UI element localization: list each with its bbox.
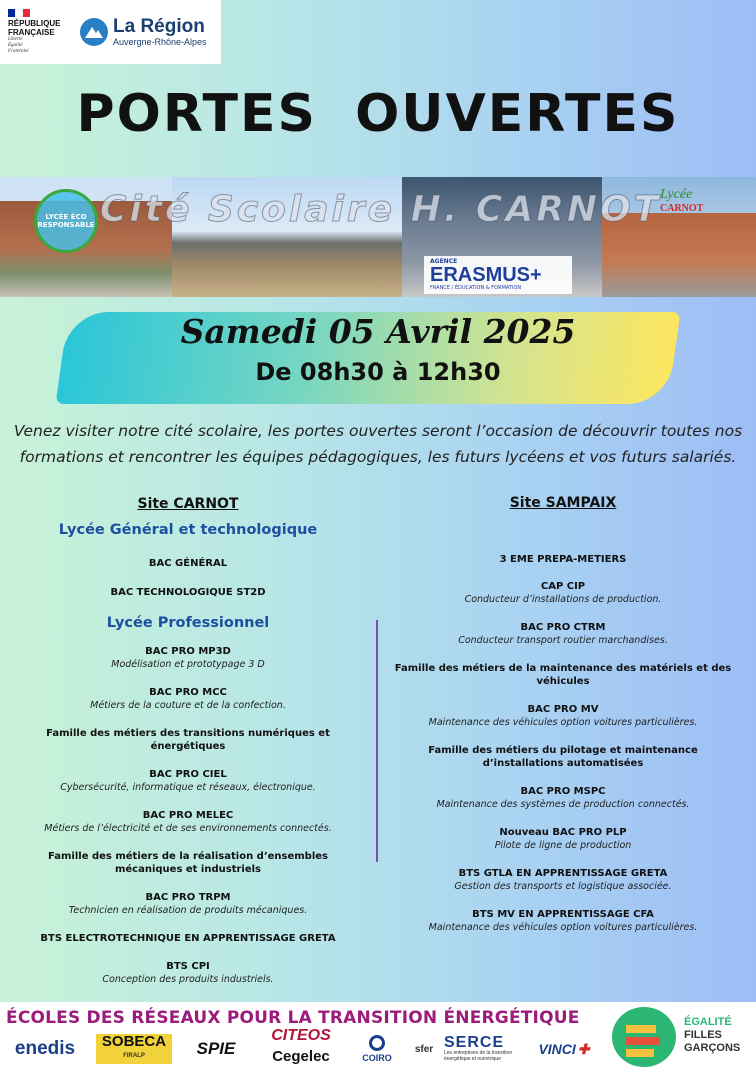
list-item: Famille des métiers du pilotage et maintenance d’installations automatisées bbox=[428, 745, 698, 769]
partner-spie-logo: SPIE bbox=[196, 1039, 236, 1058]
region-logo bbox=[80, 17, 207, 47]
coiro-ring-icon bbox=[369, 1035, 385, 1051]
site-carnot-title: Site CARNOT bbox=[137, 496, 239, 512]
event-time: De 08h30 à 12h30 bbox=[255, 358, 501, 386]
rf-name-1: RÉPUBLIQUE bbox=[8, 19, 61, 28]
region-subtitle: Auvergne-Rhône-Alpes bbox=[113, 37, 207, 47]
list-item: BAC PRO MV Maintenance des véhicules option voitures particulières. bbox=[428, 704, 698, 728]
banner-school-name: Cité Scolaire H. CARNOT bbox=[100, 189, 662, 230]
list-item: BAC PRO CTRM Conducteur transport routier marchandises. bbox=[458, 622, 668, 646]
bac-techno: BAC TECHNOLOGIQUE ST2D bbox=[110, 587, 266, 598]
lycee-general-title: Lycée Général et technologique bbox=[58, 522, 318, 538]
partner-serce-logo: SERCE Les entreprises de la transition énergétique et numérique bbox=[444, 1034, 513, 1062]
photo-banner bbox=[0, 177, 756, 297]
partner-sobeca-logo: SOBECA FIRALP bbox=[96, 1034, 172, 1064]
bac-general: BAC GÉNÉRAL bbox=[148, 558, 228, 569]
region-title: La Région bbox=[113, 16, 205, 37]
header-logos bbox=[0, 0, 221, 64]
rf-motto-2: Égalité bbox=[8, 43, 23, 48]
egalite-logo-icon bbox=[612, 1007, 676, 1067]
list-item: Famille des métiers de la réalisation d’ensembles mécaniques et industriels bbox=[48, 851, 328, 875]
list-item: BTS ELECTROTECHNIQUE EN APPRENTISSAGE GRETA bbox=[40, 933, 336, 944]
french-flag-icon bbox=[8, 9, 30, 17]
erasmus-logo: AGENCE ERASMUS+ FRANCE / ÉDUCATION & FORMATION bbox=[424, 256, 572, 294]
list-item: BAC PRO TRPM Technicien en réalisation de produits mécaniques. bbox=[68, 892, 308, 916]
lycee-pro-title: Lycée Professionnel bbox=[106, 615, 270, 631]
list-item: CAP CIP Conducteur d’installations de production. bbox=[464, 581, 662, 605]
list-item: BTS CPI Conception des produits industriels. bbox=[102, 961, 274, 985]
event-date: Samedi 05 Avril 2025 bbox=[180, 312, 576, 351]
site-sampaix-title: Site SAMPAIX bbox=[509, 495, 617, 511]
list-item: 3 EME PREPA-METIERS bbox=[499, 554, 627, 565]
partner-sfer-logo: sfer bbox=[414, 1043, 434, 1055]
list-item: BTS MV EN APPRENTISSAGE CFA Maintenance des véhicules option voitures particulières. bbox=[428, 909, 698, 933]
list-item: BAC PRO MSPC Maintenance des systèmes de production connectés. bbox=[436, 786, 690, 810]
list-item: BAC PRO MCC Métiers de la couture et de la confection. bbox=[90, 687, 286, 711]
list-item: Famille des métiers de la maintenance des matériels et des véhicules bbox=[394, 663, 732, 687]
rf-motto-3: Fraternité bbox=[8, 49, 29, 54]
intro-text: Venez visiter notre cité scolaire, les portes ouvertes seront l’occasion de découvrir toutes nos formations et rencontrer les équipes pédagogiques, les futurs lycéens et vos futurs salariés. bbox=[13, 422, 743, 466]
list-item: BAC PRO MELEC Métiers de l’électricité et de ses environnements connectés. bbox=[44, 810, 332, 834]
partner-coiro-logo: COIRO bbox=[354, 1034, 400, 1064]
partner-citeos-logo: CITEOS bbox=[271, 1027, 331, 1044]
partner-enedis-logo: enedis bbox=[14, 1038, 76, 1059]
rf-name-2: FRANÇAISE bbox=[8, 28, 55, 37]
eco-responsable-logo: LYCÉE ÉCO RESPONSABLE bbox=[34, 189, 98, 253]
site-carnot-column bbox=[12, 496, 364, 986]
footer-partners bbox=[0, 1002, 756, 1071]
footer-title: ÉCOLES DES RÉSEAUX POUR LA TRANSITION ÉNERGÉTIQUE bbox=[6, 1008, 580, 1028]
egalite-filles-garcons-label: ÉGALITÉ FILLES GARÇONS bbox=[684, 1016, 741, 1054]
partner-cegelec-logo: Cegelec bbox=[272, 1047, 330, 1065]
list-item: BAC PRO MP3D Modélisation et prototypage 3 D bbox=[111, 646, 265, 670]
lycee-carnot-logo: Lycée CARNOT bbox=[660, 187, 704, 214]
site-sampaix-column bbox=[382, 495, 744, 934]
page-title: PORTES OUVERTES bbox=[76, 84, 680, 144]
republique-francaise-logo bbox=[8, 9, 74, 55]
partner-vinci-logo: VINCI ✚ bbox=[538, 1040, 590, 1057]
rf-motto-1: Liberté bbox=[8, 37, 23, 42]
list-item: Nouveau BAC PRO PLP Pilote de ligne de production bbox=[494, 827, 632, 851]
list-item: Famille des métiers des transitions numériques et énergétiques bbox=[46, 728, 330, 752]
region-mountain-icon bbox=[80, 18, 108, 46]
list-item: BAC PRO CIEL Cybersécurité, informatique et réseaux, électronique. bbox=[60, 769, 316, 793]
list-item: BTS GTLA EN APPRENTISSAGE GRETA Gestion des transports et logistique associée. bbox=[454, 868, 672, 892]
column-divider bbox=[376, 620, 378, 862]
